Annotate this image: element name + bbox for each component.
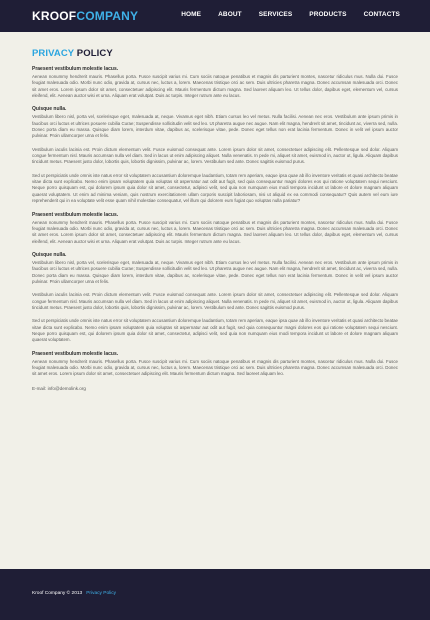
section-heading: Praesent vestibulum molestie lacus. [32,211,119,218]
policy-section [32,351,398,378]
policy-section [32,147,398,166]
footer-copyright-row [32,591,116,596]
contact-email[interactable]: E-mail: info@demolink.org [32,385,86,391]
section-text: Vestibulum libero nisl, porta vel, scelerisque eget, malesuada at, neque. Vivamus eget nibh. Etiam cursus leo vel metus. Nulla facilisi. Aenean nec eros. Vestibulum ante ipsum primis in faucibus orci luctus et ultrices posuere cubilia Curae; Suspendisse sollicitudin velit sed leo. Ut pharetra augue nec augue. Nam elit magna, hendrerit sit amet, tincidunt ac, viverra sed, nulla. Donec porta diam eu massa. Quisque diam lorem, interdum vitae, dapibus ac, scelerisque vitae, pede. Donec eget tellus non erat lacinia fermentum. Donec in velit vel ipsum auctor pulvinar. Proin ullamcorper urna et felis. [32,259,398,284]
site-logo[interactable] [32,9,138,23]
policy-section [32,212,398,245]
policy-section [32,252,398,285]
policy-section [32,106,398,139]
section-heading: Praesent vestibulum molestie lacus. [32,350,119,357]
logo-part-company: COMPANY [76,9,139,23]
policy-section [32,66,398,99]
section-text: Sed ut perspiciatis unde omnis iste natus error sit voluptatem accusantium doloremque laudantium, totam rem aperiam, eaque ipsa quae ab illo inventore veritatis et quasi architecto beatae vitae dicta sunt explicabo. Nemo enim ipsam voluptatem quia voluptas sit aspernatur aut odit aut fugit, sed quia consequuntur magni dolores eos qui ratione voluptatem sequi nesciunt. Neque porro quisquam est, qui dolorem ipsum quia dolor sit amet, consectetur, adipisci velit, sed quia non numquam eius modi tempora incidunt ut labore et dolore magnam aliquam quaerat voluptatem. [32,318,398,343]
section-text: Aenean nonummy hendrerit mauris. Phasellus porta. Fusce suscipit varius mi. Cum sociis natoque penatibus et magnis dis parturient montes, nascetur ridiculus mus. Nulla dui. Fusce feugiat malesuada odio. Morbi nunc odio, gravida at, cursus nec, luctus a, lorem. Maecenas tristique orci ac sem. Duis ultricies pharetra magna. Donec accumsan malesuada orci. Donec sit amet eros. Lorem ipsum dolor sit amet, consectetuer adipiscing elit. Mauris fermentum dictum magna. Sed laoreet aliquam leo. Ut tellus dolor, dapibus eget, elementum vel, cursus eleifend, elit. Aenean auctor wisi et urna. Aliquam erat volutpat. Duis ac turpis. Integer rutrum ante eu lacus. [32,219,398,244]
section-heading: Quisque nulla. [32,251,67,258]
policy-section [32,292,398,311]
section-heading: Praesent vestibulum molestie lacus. [32,66,119,72]
section-text: Aenean nonummy hendrerit mauris. Phasellus porta. Fusce suscipit varius mi. Cum sociis natoque penatibus et magnis dis parturient montes, nascetur ridiculus mus. Nulla dui. Fusce feugiat malesuada odio. Morbi nunc odio, gravida at, cursus nec, luctus a, lorem. Maecenas tristique orci ac sem. Duis ultricies pharetra magna. Donec accumsan malesuada orci. Donec sit amet eros. Lorem ipsum dolor sit amet, consectetuer adipiscing elit. Mauris fermentum dictum magna. Sed laoreet aliquam leo. Ut tellus dolor, dapibus eget, elementum vel, cursus eleifend, elit. Aenean auctor wisi et urna. Aliquam erat volutpat. Duis ac turpis. Integer rutrum ante eu lacus. [32,74,398,99]
nav-services[interactable]: SERVICES [258,11,293,18]
site-footer [0,569,430,620]
page-title-dark: POLICY [74,48,113,59]
main-content [32,32,398,391]
nav-about[interactable]: ABOUT [218,11,242,18]
main-nav [164,11,400,18]
section-heading: Quisque nulla. [32,106,67,113]
page-title-accent: PRIVACY [32,48,75,59]
section-text: Sed ut perspiciatis unde omnis iste natus error sit voluptatem accusantium doloremque laudantium, totam rem aperiam, eaque ipsa quae ab illo inventore veritatis et quasi architecto beatae vitae dicta sunt explicabo. Nemo enim ipsam voluptatem quia voluptas sit aspernatur aut odit aut fugit, sed quia consequuntur magni dolores eos qui ratione voluptatem sequi nesciunt. Neque porro quisquam est, qui dolorem ipsum quia dolor sit amet, consectetur, adipisci velit, sed quia non numquam eius modi tempora incidunt ut labore et dolore magnam aliquam quaerat voluptatem. Ut enim ad minima veniam, quis nostrum exercitationem ullam corporis suscipit laboriosam, nisi ut aliquid ex ea commodi consequatur? Quis autem vel eum iure reprehenderit qui in ea voluptate velit esse quam nihil molestiae consequatur, vel illum qui dolorem eum fugiat quo voluptas nulla pariatur? [32,172,398,204]
nav-products[interactable]: PRODUCTS [309,11,347,18]
section-text: Aenean nonummy hendrerit mauris. Phasellus porta. Fusce suscipit varius mi. Cum sociis natoque penatibus et magnis dis parturient montes, nascetur ridiculus mus. Nulla dui. Fusce feugiat malesuada odio. Morbi nunc odio, gravida at, cursus nec, luctus a, lorem. Maecenas tristique orci ac sem. Duis ultricies pharetra magna. Donec accumsan malesuada orci. Donec sit amet eros. Lorem ipsum dolor sit amet, consectetuer adipiscing elit. Mauris fermentum dictum magna. Sed laoreet aliquam leo. [32,358,398,377]
section-text: Vestibulum libero nisl, porta vel, scelerisque eget, malesuada at, neque. Vivamus eget nibh. Etiam cursus leo vel metus. Nulla facilisi. Aenean nec eros. Vestibulum ante ipsum primis in faucibus orci luctus et ultrices posuere cubilia Curae; Suspendisse sollicitudin velit sed leo. Ut pharetra augue nec augue. Nam elit magna, hendrerit sit amet, tincidunt ac, viverra sed, nulla. Donec porta diam eu massa. Quisque diam lorem, interdum vitae, dapibus ac, scelerisque vitae, pede. Donec eget tellus non erat lacinia fermentum. Donec in velit vel ipsum auctor pulvinar. Proin ullamcorper urna et felis. [32,114,398,139]
section-text: Vestibulum iaculis lacinia est. Proin dictum elementum velit. Fusce euismod consequat ante. Lorem ipsum dolor sit amet, consectetuer adipiscing elit. Pellentesque sed dolor. Aliquam congue fermentum nisl. Mauris accumsan nulla vel diam. Sed in lacus ut enim adipiscing aliquet. Nulla venenatis. In pede mi, aliquet sit amet, euismod in, auctor ut, ligula. Aliquam dapibus tincidunt metus. Praesent justo dolor, lobortis quis, lobortis dignissim, pulvinar ac, lorem. Vestibulum sed ante. Donec sagittis euismod purus. [32,146,398,165]
policy-section [32,318,398,343]
policy-section [32,173,398,205]
nav-home[interactable]: HOME [181,11,202,18]
footer-privacy-link[interactable]: Privacy Policy [86,591,117,596]
footer-copyright: Kroof Company © 2013 [32,591,83,596]
site-header [0,0,430,32]
page-title [32,48,398,59]
logo-part-kroof: KROOF [32,9,77,23]
section-text: Vestibulum iaculis lacinia est. Proin dictum elementum velit. Fusce euismod consequat ante. Lorem ipsum dolor sit amet, consectetuer adipiscing elit. Pellentesque sed dolor. Aliquam congue fermentum nisl. Mauris accumsan nulla vel diam. Sed in lacus ut enim adipiscing aliquet. Nulla venenatis. In pede mi, aliquet sit amet, euismod in, auctor ut, ligula. Aliquam dapibus tincidunt metus. Praesent justo dolor, lobortis quis, lobortis dignissim, pulvinar ac, lorem. Vestibulum sed ante. Donec sagittis euismod purus. [32,292,398,310]
nav-contacts[interactable]: CONTACTS [363,11,400,18]
